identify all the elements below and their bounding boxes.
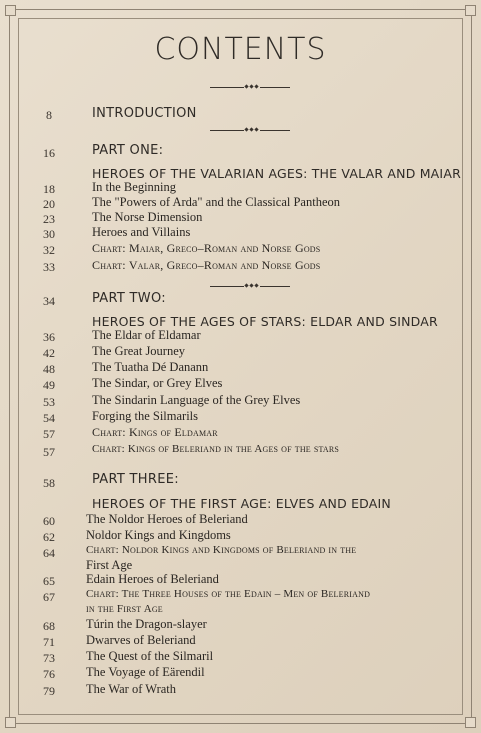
toc-entry[interactable]: Dwarves of Beleriand [86,633,196,647]
part1-subtitle: HEROES OF THE VALARIAN AGES: THE VALAR AND MAIAR [92,166,461,181]
part3-heading[interactable]: PART THREE: [92,472,179,487]
toc-page-number: 76 [43,667,55,681]
divider-ornament [210,283,290,291]
toc-entry[interactable]: Forging the Silmarils [92,409,199,423]
part2-heading[interactable]: PART TWO: [92,291,166,306]
toc-page-number: 33 [43,260,55,274]
part3-subtitle: HEROES OF THE FIRST AGE: ELVES AND EDAIN [92,496,391,511]
toc-entry[interactable]: The War of Wrath [86,682,177,696]
toc-page-number: 54 [43,411,55,425]
toc-entry-continuation[interactable]: First Age [86,558,133,572]
corner-ornament [5,5,16,16]
toc-entry-chart[interactable]: Chart: The Three Houses of the Edain – Men of Beleriand [86,588,371,600]
toc-entry[interactable]: The Tuatha Dé Danann [92,360,209,374]
toc-page-number: 30 [43,227,55,241]
intro-heading[interactable]: INTRODUCTION [92,106,197,121]
toc-entry[interactable]: The Great Journey [92,344,186,358]
toc-entry[interactable]: The Norse Dimension [92,210,203,224]
toc-page-number: 36 [43,330,55,344]
part2-page: 34 [43,294,55,308]
corner-ornament [5,717,16,728]
toc-entry[interactable]: The Voyage of Eärendil [86,665,205,679]
toc-page-number: 67 [43,590,55,604]
toc-entry[interactable]: The Quest of the Silmaril [86,649,214,663]
toc-page-number: 65 [43,574,55,588]
toc-entry-chart[interactable]: Chart: Noldor Kings and Kingdoms of Beleriand in the [86,544,357,556]
toc-entry[interactable]: Noldor Kings and Kingdoms [86,528,231,542]
toc-entry[interactable]: Edain Heroes of Beleriand [86,572,219,586]
page-title: CONTENTS [154,32,327,67]
toc-entry[interactable]: The Sindar, or Grey Elves [92,376,223,390]
toc-entry[interactable]: The Noldor Heroes of Beleriand [86,512,248,526]
corner-ornament [465,717,476,728]
toc-page-number: 53 [43,395,55,409]
toc-page-number: 60 [43,514,55,528]
toc-page-number: 73 [43,651,55,665]
toc-entry-chart[interactable]: Chart: Kings of Beleriand in the Ages of the stars [92,443,340,455]
inner-border [18,18,463,715]
toc-page-number: 48 [43,362,55,376]
toc-page-number: 64 [43,546,55,560]
toc-entry[interactable]: The Sindarin Language of the Grey Elves [92,393,301,407]
divider-ornament [210,84,290,92]
part1-page: 16 [43,146,55,160]
toc-entry[interactable]: Túrin the Dragon-slayer [86,617,207,631]
toc-page-number: 49 [43,378,55,392]
part3-page: 58 [43,476,55,490]
intro-page: 8 [46,108,52,122]
toc-entry-continuation[interactable]: in the First Age [86,603,163,615]
toc-page-number: 20 [43,197,55,211]
toc-page-number: 62 [43,530,55,544]
toc-page-number: 71 [43,635,55,649]
toc-entry-chart[interactable]: Chart: Maiar, Greco–Roman and Norse Gods [92,241,321,255]
toc-entry[interactable]: Heroes and Villains [92,225,191,239]
divider-ornament [210,127,290,135]
toc-entry[interactable]: The Eldar of Eldamar [92,328,201,342]
corner-ornament [465,5,476,16]
part1-heading[interactable]: PART ONE: [92,143,164,158]
toc-page-number: 32 [43,243,55,257]
part2-subtitle: HEROES OF THE AGES OF STARS: ELDAR AND SINDAR [92,314,438,329]
toc-entry-chart[interactable]: Chart: Kings of Eldamar [92,425,218,439]
toc-entry[interactable]: In the Beginning [92,180,177,194]
toc-page-number: 23 [43,212,55,226]
toc-page-number: 57 [43,445,55,459]
toc-page-number: 79 [43,684,55,698]
toc-page-number: 18 [43,182,55,196]
toc-entry[interactable]: The "Powers of Arda" and the Classical Pantheon [92,195,340,209]
toc-page-number: 68 [43,619,55,633]
toc-page-number: 42 [43,346,55,360]
toc-entry-chart[interactable]: Chart: Valar, Greco–Roman and Norse Gods [92,258,321,272]
toc-page-number: 57 [43,427,55,441]
